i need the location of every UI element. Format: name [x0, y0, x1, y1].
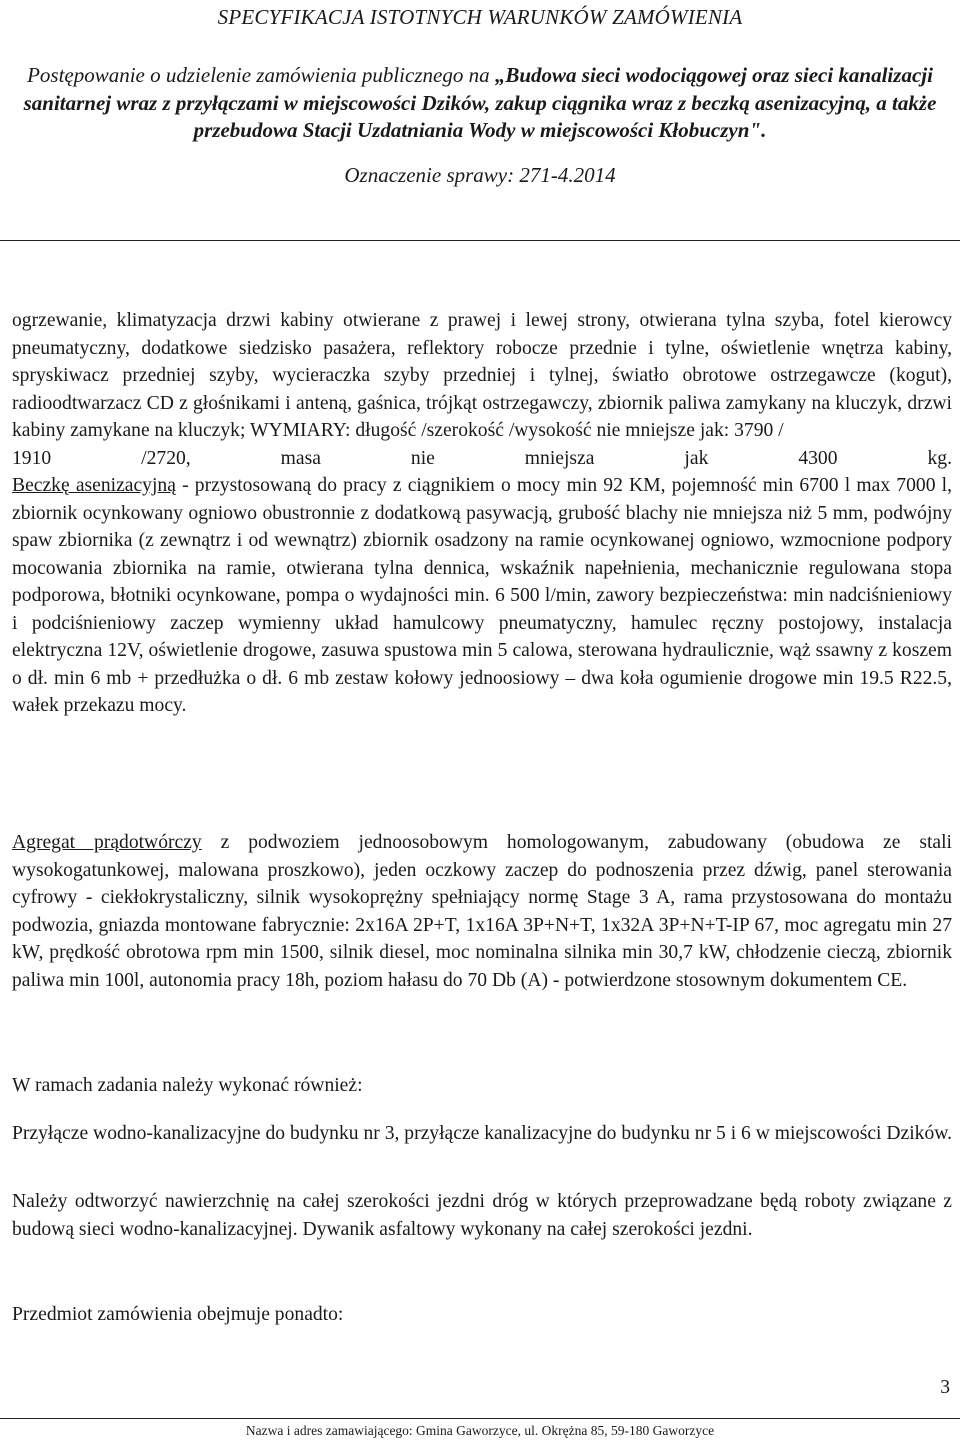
document-header: [10, 0, 950, 188]
paragraph-generator: [12, 829, 952, 994]
procedure-description: [10, 62, 950, 145]
procedure-name: „Budowa sieci wodociągowej oraz sieci kanalizacji sanitarnej wraz z przyłączami w miejscowości Dzików, zakup ciągnika wraz z beczką asenizacyjną, a także przebudowa Stacji Uzdatniania Wody w miejscowości Kłobuczyn".: [23, 63, 937, 142]
header-divider: [0, 240, 960, 241]
paragraph-tractor-equipment: [12, 307, 952, 720]
paragraph-scope-intro: W ramach zadania należy wykonać również:: [12, 1075, 363, 1096]
paragraph-connections: Przyłącze wodno-kanalizacyjne do budynku nr 3, przyłącze kanalizacyjne do budynku nr 5 i 6 w miejscowości Dzików.: [12, 1123, 953, 1144]
spec-title: SPECYFIKACJA ISTOTNYCH WARUNKÓW ZAMÓWIENIA: [217, 5, 743, 29]
tank-paragraph: [12, 472, 952, 720]
generator-body: z podwoziem jednoosobowym homologowanym, zabudowany (obudowa ze stali wysokogatunkowej, malowana proszkowo), jeden oczkowy zaczep do podnoszenia przez dźwig, panel sterowania cyfrowy - ciekłokrystaliczny, silnik wysokoprężny spełniający normę Stage 3 A, rama przystosowana do montażu podwozia, gniazda montowane fabrycznie: 2x16A 2P+T, 1x16A 3P+N+T, 1x32A 3P+N+T-IP 67, moc agregatu min 27 kW, prędkość obrotowa rpm min 1500, silnik diesel, moc nominalna silnika min 30,7 kW, chłodzenie cieczą, zbiornik paliwa min 100l, autonomia pracy 18h, poziom hałasu do 70 Db (A) - potwierdzone stosownym dokumentem CE.: [12, 832, 952, 991]
tank-body: - przystosowaną do pracy z ciągnikiem o mocy min 92 KM, pojemność min 6700 l max 7000 l, zbiornik ocynkowany ogniowo obustronnie z dodatkową pasywacją, grubość blachy nie mniejsza niż 5 mm, podwójny spaw zbiornika (z zewnątrz i od wewnątrz) zbiornik osadzony na ramie ocynkowanej ogniowo, wzmocnione podpory mocowania zbiornika na ramie, otwierana tylna dennica, wskaźnik napełnienia, mechanicznie regulowana stopa podporowa, błotniki ocynkowane, pompa o wydajności min. 6 500 l/min, zawory bezpieczeństwa: min nadciśnieniowy i podciśnieniowy zaczep wymienny układ hamulcowy pneumatyczny, hamulec ręczny postojowy, instalacja elektryczna 12V, oświetlenie drogowe, zasuwa spustowa min 5 calowa, sterowana hydraulicznie, wąż ssawny z koszem o dł. min 6 mb + przedłużka o dł. 6 mb zestaw kołowy jednoosiowy – dwa koła ogumienie drogowe min 19.5 R22.5, wałek przekazu mocy.: [12, 475, 953, 716]
tank-heading: Beczkę asenizacyjną: [12, 475, 176, 496]
tractor-dimensions-line: 1910 /2720, masa nie mniejsza jak 4300 kg.: [12, 447, 952, 469]
page-number: 3: [940, 1377, 950, 1398]
generator-heading: Agregat prądotwórczy: [12, 832, 202, 853]
paragraph-road-restoration: Należy odtworzyć nawierzchnię na całej szerokości jezdni dróg w których przeprowadzane będą roboty związane z budową sieci wodno-kanalizacyjnej. Dywanik asfaltowy wykonany na całej szerokości jezdni.: [12, 1191, 952, 1240]
procedure-prefix: Postępowanie o udzielenie zamówienia publicznego na: [27, 63, 495, 87]
case-number: Oznaczenie sprawy: 271-4.2014: [344, 162, 616, 187]
paragraph-scope-additional: Przedmiot zamówienia obejmuje ponadto:: [12, 1304, 344, 1325]
page-footer: [0, 1418, 960, 1439]
tractor-equipment-body: ogrzewanie, klimatyzacja drzwi kabiny otwierane z prawej i lewej strony, otwierana tylna szyba, fotel kierowcy pneumatyczny, dodatkowe siedzisko pasażera, reflektory robocze przednie i tylne, oświetlenie wnętrza kabiny, spryskiwacz przedniej szyby, wycieraczka szyby przedniej i tylnej, światło obrotowe ostrzegawcze (kogut), radioodtwarzacz CD z głośnikami i anteną, gaśnica, trójkąt ostrzegawczy, zbiornik paliwa zamykany na kluczyk, drzwi kabiny zamykane na kluczyk; WYMIARY: długość /szerokość /wysokość nie mniejsze jak: 3790 /: [12, 310, 952, 441]
footer-address: Nazwa i adres zamawiającego: Gmina Gaworzyce, ul. Okrężna 85, 59-180 Gaworzyce: [245, 1423, 715, 1438]
